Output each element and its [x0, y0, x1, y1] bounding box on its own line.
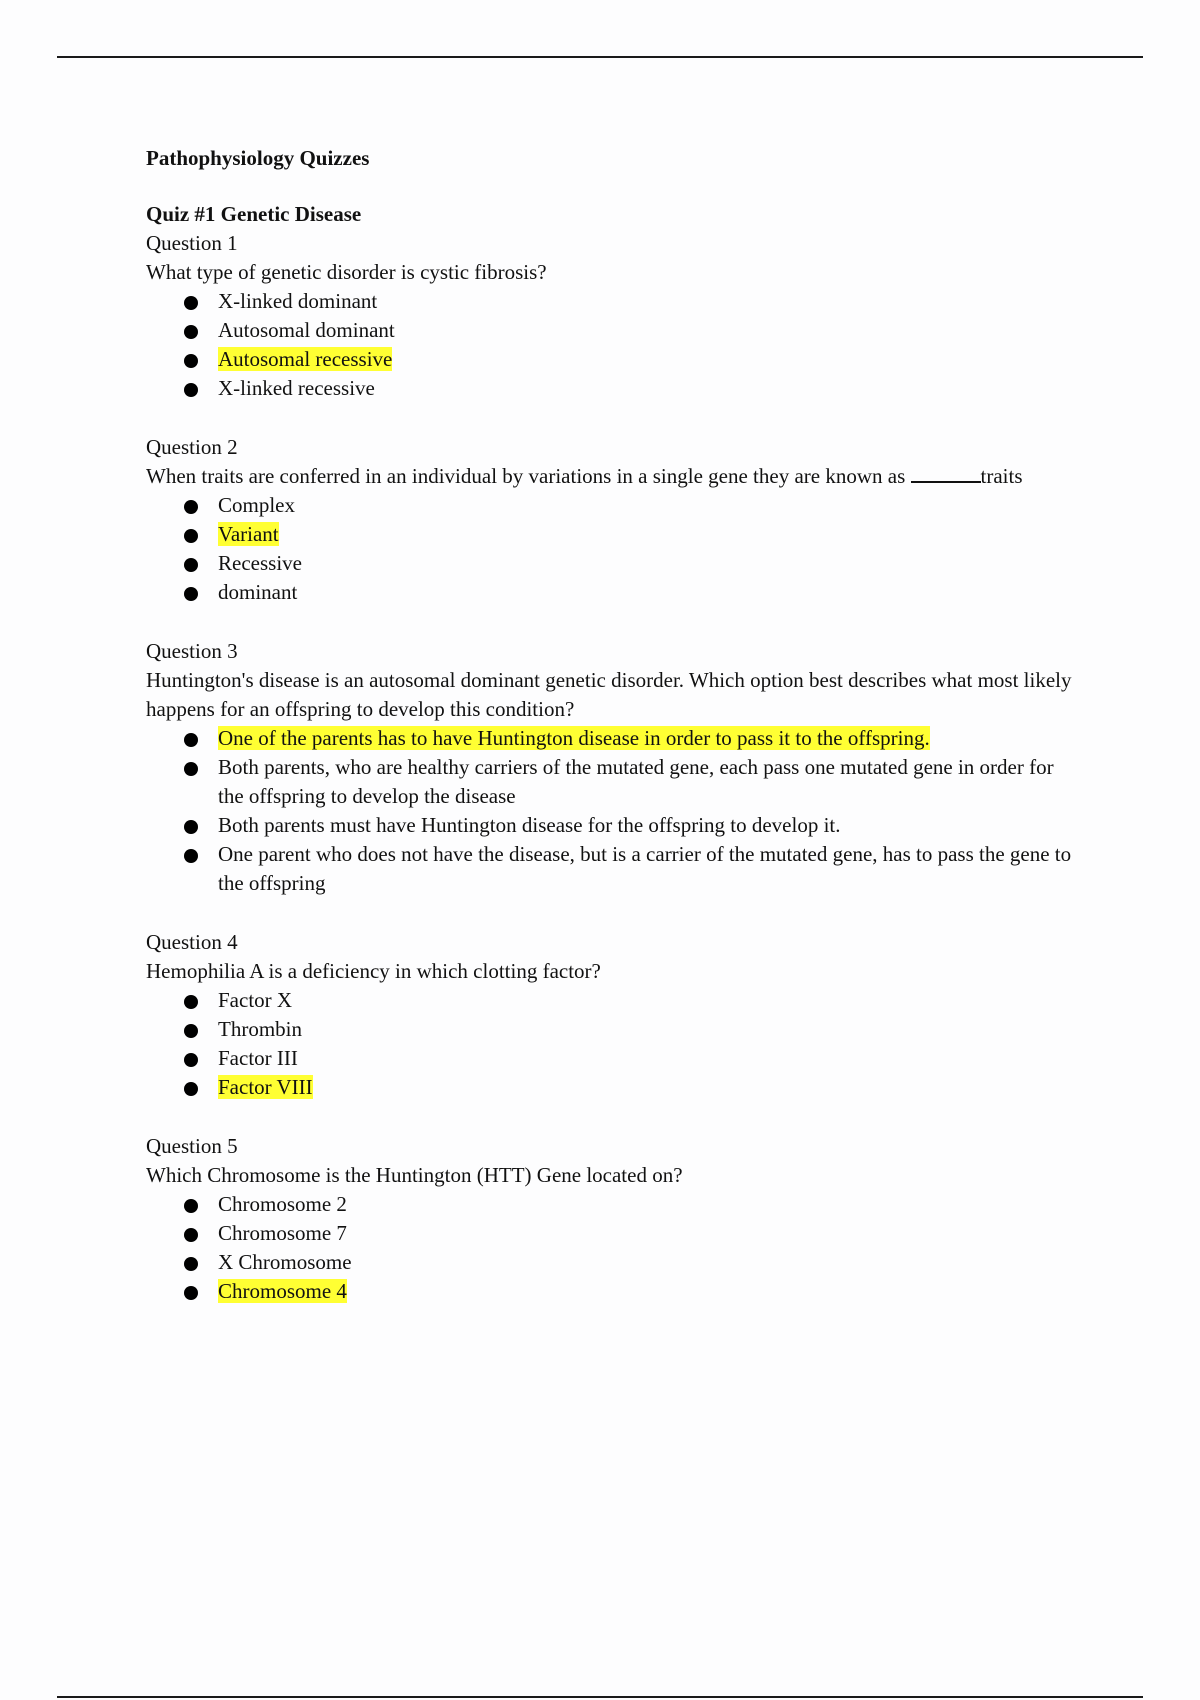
bullet-icon — [184, 587, 198, 601]
answer-option — [146, 1015, 1076, 1044]
answer-option — [146, 491, 1076, 520]
answer-option — [146, 986, 1076, 1015]
header-rule — [57, 56, 1143, 58]
option-text: X-linked recessive — [218, 376, 375, 400]
question-4 — [146, 928, 1076, 1102]
question-label: Question 5 — [146, 1134, 238, 1158]
answer-option — [146, 753, 1076, 811]
highlighted-answer: One of the parents has to have Huntington disease in order to pass it to the offspring. — [218, 726, 930, 750]
answer-option — [146, 1044, 1076, 1073]
bullet-icon — [184, 296, 198, 310]
question-label: Question 4 — [146, 930, 238, 954]
answer-option — [146, 840, 1076, 898]
bullet-icon — [184, 1286, 198, 1300]
highlighted-answer: Chromosome 4 — [218, 1279, 347, 1303]
option-text: One parent who does not have the disease, but is a carrier of the mutated gene, has to pass the gene to the offspring — [218, 842, 1072, 895]
option-text: X-linked dominant — [218, 289, 378, 313]
question-5 — [146, 1132, 1076, 1306]
bullet-icon — [184, 849, 198, 863]
footer-rule — [57, 1696, 1143, 1698]
answer-options — [146, 491, 1076, 607]
bullet-icon — [184, 558, 198, 572]
bullet-icon — [184, 383, 198, 397]
question-text: Hemophilia A is a deficiency in which clotting factor? — [146, 959, 601, 983]
bullet-icon — [184, 733, 198, 747]
question-text: Huntington's disease is an autosomal dominant genetic disorder. Which option best describes what most likely happens for an offspring to develop this condition? — [146, 668, 1072, 721]
answer-option — [146, 549, 1076, 578]
bullet-icon — [184, 1228, 198, 1242]
bullet-icon — [184, 820, 198, 834]
answer-option-correct — [146, 345, 1076, 374]
question-label: Question 1 — [146, 231, 238, 255]
answer-option — [146, 811, 1076, 840]
answer-option — [146, 1190, 1076, 1219]
highlighted-answer: Variant — [218, 522, 279, 546]
option-text: Thrombin — [218, 1017, 302, 1041]
bullet-icon — [184, 1257, 198, 1271]
option-text: Recessive — [218, 551, 302, 575]
document-body — [146, 144, 1076, 1336]
option-text: Chromosome 2 — [218, 1192, 347, 1216]
question-label: Question 3 — [146, 639, 238, 663]
highlighted-answer: Autosomal recessive — [218, 347, 393, 371]
bullet-icon — [184, 354, 198, 368]
option-text: Chromosome 7 — [218, 1221, 347, 1245]
answer-option-correct — [146, 724, 1076, 753]
answer-options — [146, 724, 1076, 898]
option-text: Complex — [218, 493, 295, 517]
answer-option — [146, 316, 1076, 345]
answer-options — [146, 287, 1076, 403]
option-text: dominant — [218, 580, 298, 604]
bullet-icon — [184, 1053, 198, 1067]
answer-option — [146, 1219, 1076, 1248]
document-title: Pathophysiology Quizzes — [146, 146, 370, 170]
bullet-icon — [184, 529, 198, 543]
highlighted-answer: Factor VIII — [218, 1075, 313, 1099]
answer-option — [146, 374, 1076, 403]
bullet-icon — [184, 762, 198, 776]
answer-options — [146, 986, 1076, 1102]
quiz-title: Quiz #1 Genetic Disease — [146, 202, 362, 226]
bullet-icon — [184, 1024, 198, 1038]
question-text-after-blank: traits — [980, 464, 1023, 488]
answer-option-correct — [146, 1277, 1076, 1306]
question-1 — [146, 229, 1076, 403]
option-text: Both parents must have Huntington disease for the offspring to develop it. — [218, 813, 841, 837]
question-text: What type of genetic disorder is cystic fibrosis? — [146, 260, 547, 284]
answer-option — [146, 1248, 1076, 1277]
question-text: Which Chromosome is the Huntington (HTT) Gene located on? — [146, 1163, 683, 1187]
bullet-icon — [184, 325, 198, 339]
question-2 — [146, 433, 1076, 607]
option-text: Autosomal dominant — [218, 318, 395, 342]
question-label: Question 2 — [146, 435, 238, 459]
bullet-icon — [184, 1082, 198, 1096]
bullet-icon — [184, 500, 198, 514]
question-3 — [146, 637, 1076, 898]
question-text-before-blank: When traits are conferred in an individual by variations in a single gene they are known as — [146, 464, 911, 488]
option-text: Factor X — [218, 988, 293, 1012]
answer-option — [146, 287, 1076, 316]
bullet-icon — [184, 995, 198, 1009]
answer-option — [146, 578, 1076, 607]
question-text — [146, 462, 1076, 491]
answer-option-correct — [146, 1073, 1076, 1102]
bullet-icon — [184, 1199, 198, 1213]
option-text: Both parents, who are healthy carriers of the mutated gene, each pass one mutated gene in order for the offspring to develop the disease — [218, 755, 1054, 808]
option-text: X Chromosome — [218, 1250, 352, 1274]
option-text: Factor III — [218, 1046, 298, 1070]
fill-in-blank — [911, 463, 981, 483]
answer-options — [146, 1190, 1076, 1306]
answer-option-correct — [146, 520, 1076, 549]
